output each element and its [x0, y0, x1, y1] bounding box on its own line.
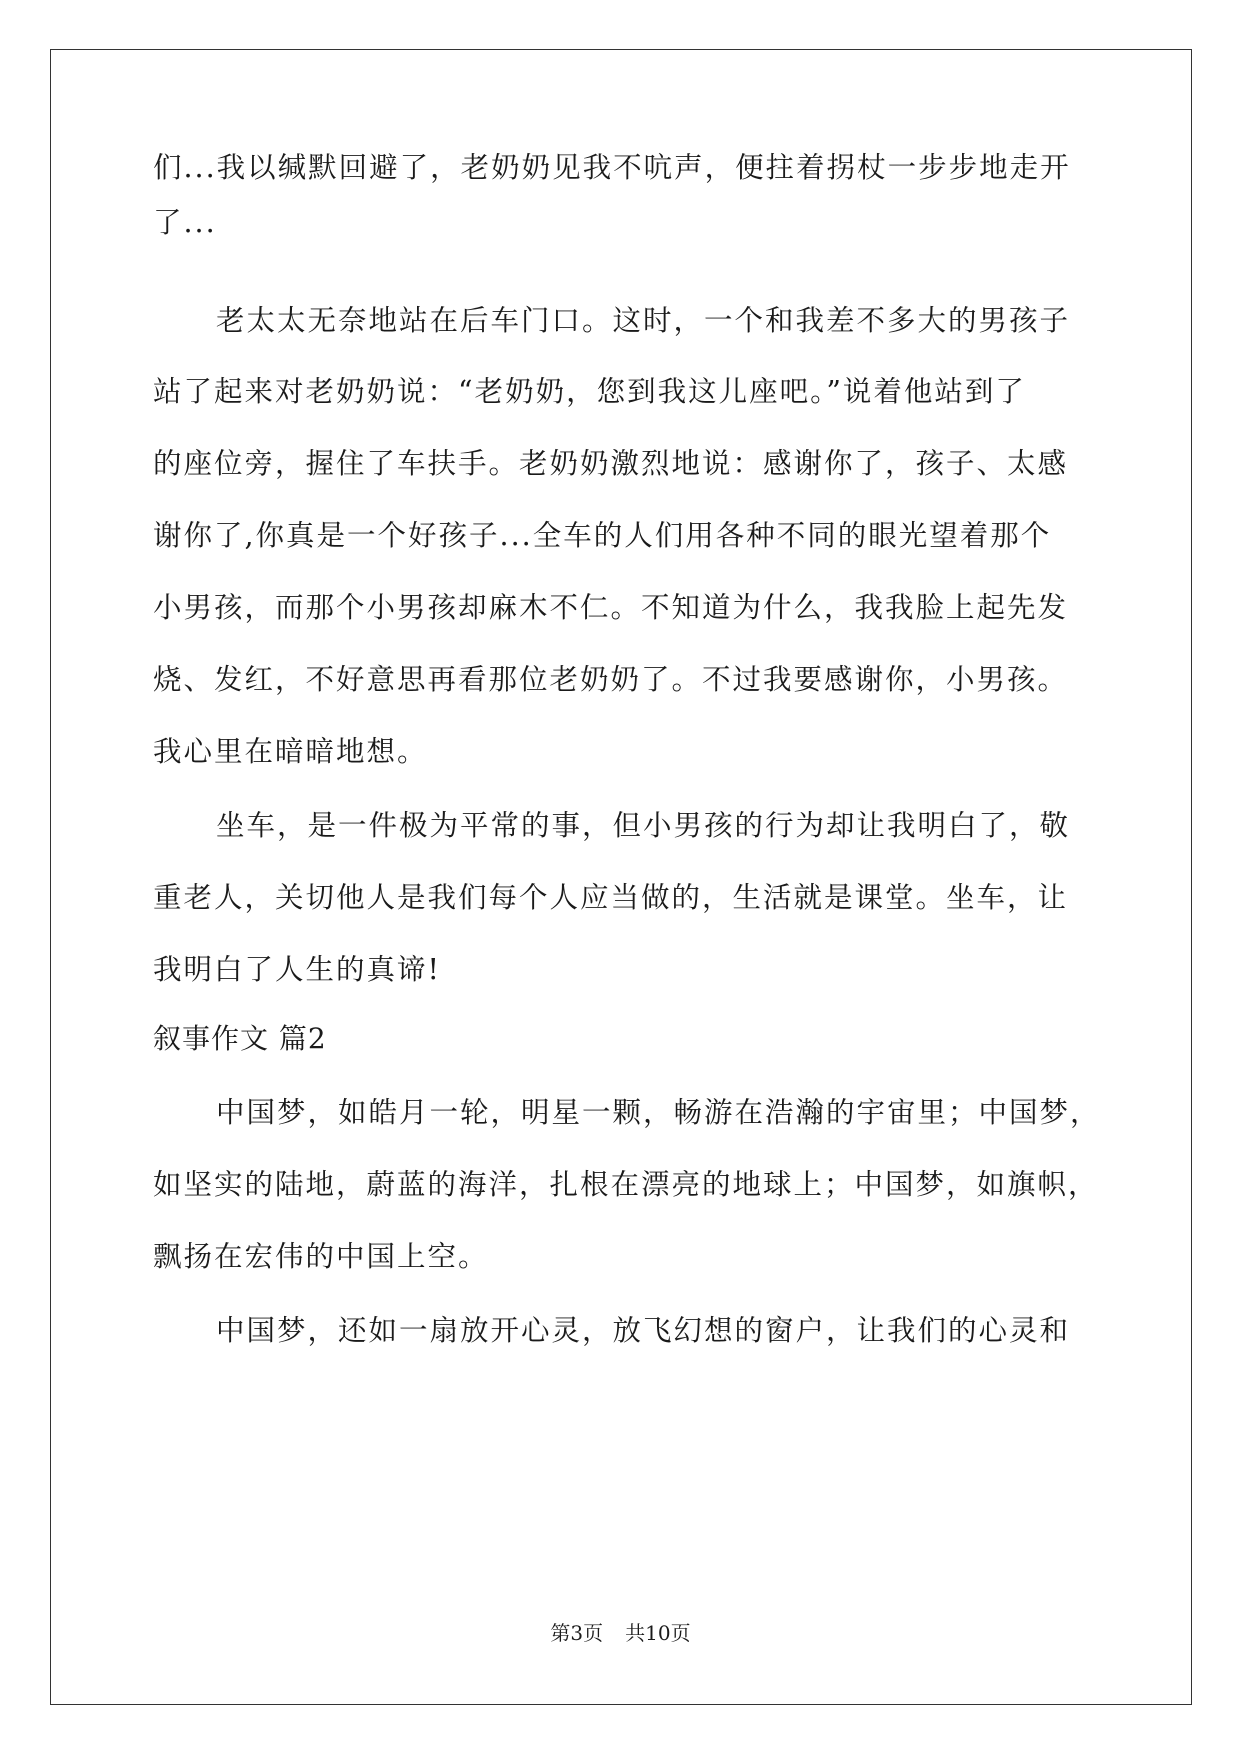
text-line: 们...我以缄默回避了，老奶奶见我不吭声，便拄着拐杖一步步地走开 [153, 151, 1071, 184]
text-line: 烧、发红，不好意思再看那位老奶奶了。不过我要感谢你，小男孩。 [153, 663, 1069, 696]
paragraph-first-line: 中国梦，如皓月一轮，明星一颗，畅游在浩瀚的宇宙里；中国梦， [216, 1096, 1101, 1129]
text-line: 我心里在暗暗地想。 [153, 735, 428, 768]
text-line: 如坚实的陆地，蔚蓝的海洋，扎根在漂亮的地球上；中国梦，如旗帜， [153, 1168, 1099, 1201]
text-line: 站了起来对老奶奶说：“老奶奶，您到我这儿座吧。”说着他站到了 [153, 375, 1026, 408]
text-line: 小男孩，而那个小男孩却麻木不仁。不知道为什么，我我脸上起先发 [153, 591, 1069, 624]
text-line: 我明白了人生的真谛! [153, 953, 441, 986]
total-pages: 共10页 [625, 1621, 691, 1645]
text-line: 的座位旁，握住了车扶手。老奶奶激烈地说：感谢你了，孩子、太感 [153, 447, 1069, 480]
paragraph-first-line: 中国梦，还如一扇放开心灵，放飞幻想的窗户，让我们的心灵和 [216, 1314, 1071, 1347]
section-heading: 叙事作文 篇2 [153, 1022, 327, 1055]
paragraph-first-line: 坐车，是一件极为平常的事，但小男孩的行为却让我明白了，敬 [216, 809, 1071, 842]
paragraph-first-line: 老太太无奈地站在后车门口。这时，一个和我差不多大的男孩子 [216, 304, 1071, 337]
text-line: 谢你了,你真是一个好孩子...全车的人们用各种不同的眼光望着那个 [153, 519, 1052, 552]
text-line: 重老人，关切他人是我们每个人应当做的，生活就是课堂。坐车，让 [153, 881, 1069, 914]
text-line: 了... [153, 206, 217, 239]
page-number: 第3页 [550, 1621, 604, 1645]
text-line: 飘扬在宏伟的中国上空。 [153, 1240, 489, 1273]
page-footer [0, 1620, 1241, 1646]
page-border [50, 49, 1192, 1705]
